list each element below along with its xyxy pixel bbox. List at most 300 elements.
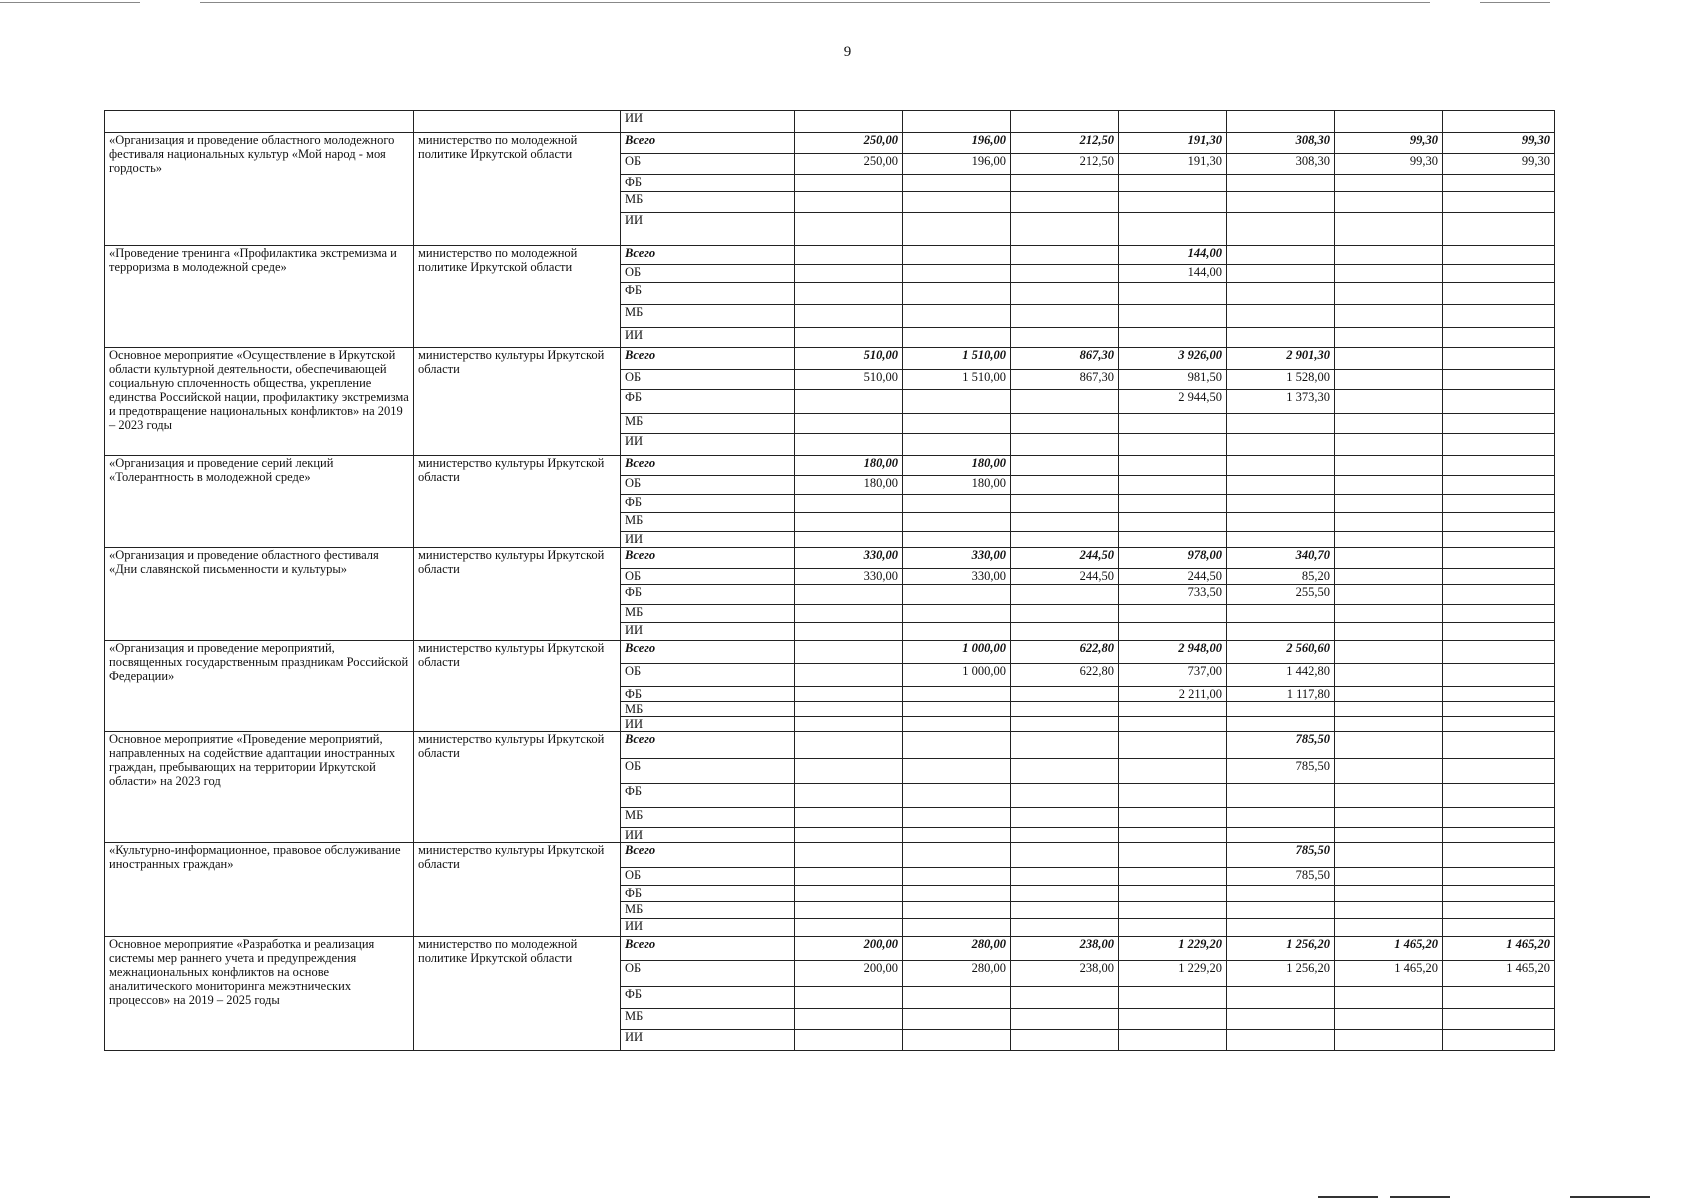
amount-cell (795, 390, 903, 414)
amount-cell (795, 192, 903, 213)
amount-cell (1335, 664, 1443, 687)
executor-cell: министерство культуры Иркутской области (414, 348, 621, 456)
amount-cell (1443, 808, 1555, 828)
amount-cell (795, 513, 903, 532)
amount-cell (1011, 532, 1119, 548)
amount-cell (1227, 902, 1335, 919)
amount-cell (1335, 532, 1443, 548)
amount-cell: 330,00 (795, 569, 903, 585)
amount-cell: 212,50 (1011, 154, 1119, 175)
amount-cell (1443, 456, 1555, 476)
amount-cell (1011, 1009, 1119, 1030)
amount-cell (1443, 585, 1555, 605)
amount-cell: 212,50 (1011, 133, 1119, 154)
budget-table-body (105, 111, 1555, 1051)
amount-cell: 1 442,80 (1227, 664, 1335, 687)
amount-cell (1335, 902, 1443, 919)
executor-cell: министерство культуры Иркутской области (414, 732, 621, 843)
amount-cell (1335, 370, 1443, 390)
amount-cell (1119, 192, 1227, 213)
event-name-cell: «Культурно-информационное, правовое обслуживание иностранных граждан» (105, 843, 414, 937)
funding-source-cell: МБ (621, 902, 795, 919)
amount-cell (1227, 828, 1335, 843)
amount-cell (1119, 828, 1227, 843)
amount-cell (1227, 265, 1335, 283)
amount-cell (795, 283, 903, 305)
amount-cell (1443, 641, 1555, 664)
table-row (105, 111, 1555, 133)
amount-cell: 737,00 (1119, 664, 1227, 687)
amount-cell: 99,30 (1443, 154, 1555, 175)
amount-cell (1119, 717, 1227, 732)
amount-cell (903, 1030, 1011, 1051)
amount-cell (1227, 784, 1335, 808)
amount-cell: 1 229,20 (1119, 937, 1227, 961)
amount-cell: 1 373,30 (1227, 390, 1335, 414)
amount-cell: 99,30 (1335, 133, 1443, 154)
amount-cell: 867,30 (1011, 348, 1119, 370)
amount-cell (1335, 390, 1443, 414)
amount-cell: 250,00 (795, 154, 903, 175)
event-name-cell: «Организация и проведение серий лекций «Толерантность в молодежной среде» (105, 456, 414, 548)
amount-cell (795, 623, 903, 641)
amount-cell (1335, 246, 1443, 265)
amount-cell (1443, 434, 1555, 456)
amount-cell: 191,30 (1119, 133, 1227, 154)
funding-source-cell: ОБ (621, 569, 795, 585)
amount-cell: 1 465,20 (1443, 937, 1555, 961)
amount-cell (1119, 1009, 1227, 1030)
amount-cell: 3 926,00 (1119, 348, 1227, 370)
amount-cell (1011, 390, 1119, 414)
amount-cell (795, 886, 903, 902)
amount-cell (795, 265, 903, 283)
amount-cell (1119, 886, 1227, 902)
amount-cell (1335, 808, 1443, 828)
amount-cell (1335, 886, 1443, 902)
event-name-cell: «Проведение тренинга «Профилактика экстремизма и терроризма в молодежной среде» (105, 246, 414, 348)
amount-cell: 622,80 (1011, 641, 1119, 664)
funding-source-cell: МБ (621, 605, 795, 623)
amount-cell (1335, 623, 1443, 641)
scan-edge-rule (1390, 1196, 1450, 1198)
amount-cell (1119, 1030, 1227, 1051)
amount-cell (1227, 987, 1335, 1009)
funding-source-cell: ИИ (621, 1030, 795, 1051)
amount-cell: 785,50 (1227, 843, 1335, 868)
amount-cell (1335, 265, 1443, 283)
amount-cell (1119, 213, 1227, 246)
amount-cell (1335, 348, 1443, 370)
amount-cell (903, 585, 1011, 605)
amount-cell: 244,50 (1011, 569, 1119, 585)
amount-cell: 1 256,20 (1227, 961, 1335, 987)
amount-cell (903, 808, 1011, 828)
amount-cell: 308,30 (1227, 133, 1335, 154)
amount-cell (1335, 569, 1443, 585)
amount-cell (1335, 283, 1443, 305)
amount-cell (1443, 305, 1555, 328)
funding-source-cell: ОБ (621, 759, 795, 784)
amount-cell (1119, 702, 1227, 717)
amount-cell (1335, 111, 1443, 133)
amount-cell (1011, 434, 1119, 456)
amount-cell (1119, 987, 1227, 1009)
amount-cell (1227, 605, 1335, 623)
amount-cell (1443, 605, 1555, 623)
amount-cell (1119, 111, 1227, 133)
amount-cell: 330,00 (903, 548, 1011, 569)
funding-source-cell: ОБ (621, 664, 795, 687)
table-row (105, 641, 1555, 664)
amount-cell (1227, 513, 1335, 532)
amount-cell (1011, 843, 1119, 868)
funding-source-cell: ОБ (621, 370, 795, 390)
amount-cell (1119, 513, 1227, 532)
amount-cell (1227, 111, 1335, 133)
amount-cell: 196,00 (903, 154, 1011, 175)
amount-cell (903, 623, 1011, 641)
amount-cell (1443, 328, 1555, 348)
amount-cell (795, 759, 903, 784)
amount-cell (1443, 414, 1555, 434)
funding-source-cell: ФБ (621, 987, 795, 1009)
table-row (105, 456, 1555, 476)
amount-cell (1443, 732, 1555, 759)
amount-cell (1335, 784, 1443, 808)
amount-cell: 1 465,20 (1335, 937, 1443, 961)
amount-cell: 2 901,30 (1227, 348, 1335, 370)
amount-cell (1335, 843, 1443, 868)
amount-cell (795, 1030, 903, 1051)
amount-cell (903, 843, 1011, 868)
amount-cell (1443, 687, 1555, 702)
amount-cell (1335, 919, 1443, 937)
amount-cell (1119, 605, 1227, 623)
amount-cell (1227, 213, 1335, 246)
amount-cell (1335, 476, 1443, 495)
amount-cell: 200,00 (795, 961, 903, 987)
amount-cell: 510,00 (795, 370, 903, 390)
amount-cell (1443, 902, 1555, 919)
amount-cell (1119, 919, 1227, 937)
amount-cell: 180,00 (903, 456, 1011, 476)
amount-cell (1443, 390, 1555, 414)
funding-source-cell: Всего (621, 246, 795, 265)
amount-cell (1227, 495, 1335, 513)
amount-cell (795, 784, 903, 808)
amount-cell (1011, 192, 1119, 213)
amount-cell (1335, 548, 1443, 569)
amount-cell (795, 641, 903, 664)
amount-cell (1011, 513, 1119, 532)
amount-cell: 180,00 (795, 476, 903, 495)
amount-cell (1335, 717, 1443, 732)
amount-cell (1335, 305, 1443, 328)
amount-cell (795, 434, 903, 456)
funding-source-cell: ИИ (621, 434, 795, 456)
amount-cell: 978,00 (1119, 548, 1227, 569)
amount-cell (1119, 902, 1227, 919)
amount-cell (1335, 213, 1443, 246)
amount-cell: 1 528,00 (1227, 370, 1335, 390)
amount-cell (1443, 548, 1555, 569)
amount-cell (903, 702, 1011, 717)
funding-source-cell: ФБ (621, 886, 795, 902)
scan-edge-rule (200, 2, 1430, 3)
amount-cell (1443, 1009, 1555, 1030)
amount-cell (1119, 843, 1227, 868)
amount-cell: 2 944,50 (1119, 390, 1227, 414)
amount-cell: 867,30 (1011, 370, 1119, 390)
event-name-cell: «Организация и проведение областного молодежного фестиваля национальных культур «Мой народ - моя гордость» (105, 133, 414, 246)
funding-source-cell: МБ (621, 702, 795, 717)
amount-cell: 785,50 (1227, 759, 1335, 784)
amount-cell (795, 605, 903, 623)
funding-source-cell: Всего (621, 456, 795, 476)
amount-cell (903, 495, 1011, 513)
amount-cell: 2 948,00 (1119, 641, 1227, 664)
amount-cell (1443, 265, 1555, 283)
amount-cell (1443, 111, 1555, 133)
amount-cell: 1 465,20 (1335, 961, 1443, 987)
amount-cell (795, 414, 903, 434)
amount-cell: 99,30 (1335, 154, 1443, 175)
amount-cell (1011, 605, 1119, 623)
event-name-cell: Основное мероприятие «Проведение мероприятий, направленных на содействие адаптации иностранных граждан, пребывающих на территории Иркутской области» на 2023 год (105, 732, 414, 843)
amount-cell (1011, 476, 1119, 495)
amount-cell (795, 987, 903, 1009)
executor-cell (414, 111, 621, 133)
amount-cell (903, 111, 1011, 133)
amount-cell (1227, 1009, 1335, 1030)
amount-cell (795, 919, 903, 937)
executor-cell: министерство культуры Иркутской области (414, 843, 621, 937)
amount-cell (1335, 687, 1443, 702)
amount-cell (1011, 702, 1119, 717)
amount-cell (1227, 1030, 1335, 1051)
amount-cell (1227, 623, 1335, 641)
amount-cell: 280,00 (903, 961, 1011, 987)
amount-cell (1443, 868, 1555, 886)
funding-source-cell: МБ (621, 1009, 795, 1030)
amount-cell (1443, 283, 1555, 305)
amount-cell (1011, 328, 1119, 348)
amount-cell (1011, 213, 1119, 246)
amount-cell (1011, 732, 1119, 759)
funding-source-cell: Всего (621, 732, 795, 759)
table-row (105, 843, 1555, 868)
amount-cell (1335, 513, 1443, 532)
scan-edge-rule (1318, 1196, 1378, 1198)
amount-cell: 180,00 (903, 476, 1011, 495)
budget-table (104, 110, 1555, 1051)
amount-cell (1227, 717, 1335, 732)
amount-cell: 733,50 (1119, 585, 1227, 605)
event-name-cell: «Организация и проведение областного фестиваля «Дни славянской письменности и культуры» (105, 548, 414, 641)
funding-source-cell: ФБ (621, 495, 795, 513)
amount-cell (1443, 175, 1555, 192)
amount-cell: 1 510,00 (903, 370, 1011, 390)
executor-cell: министерство по молодежной политике Иркутской области (414, 133, 621, 246)
amount-cell (1227, 305, 1335, 328)
amount-cell (1011, 828, 1119, 843)
amount-cell (1335, 456, 1443, 476)
amount-cell (795, 585, 903, 605)
funding-source-cell: ИИ (621, 532, 795, 548)
amount-cell (795, 702, 903, 717)
amount-cell: 255,50 (1227, 585, 1335, 605)
amount-cell (903, 246, 1011, 265)
amount-cell (1227, 886, 1335, 902)
amount-cell: 1 229,20 (1119, 961, 1227, 987)
amount-cell (1011, 414, 1119, 434)
amount-cell (903, 919, 1011, 937)
amount-cell (1227, 192, 1335, 213)
amount-cell (795, 1009, 903, 1030)
amount-cell (1443, 623, 1555, 641)
funding-source-cell: ИИ (621, 111, 795, 133)
amount-cell: 200,00 (795, 937, 903, 961)
amount-cell (795, 664, 903, 687)
amount-cell: 238,00 (1011, 937, 1119, 961)
amount-cell (903, 1009, 1011, 1030)
amount-cell: 1 000,00 (903, 664, 1011, 687)
amount-cell (1011, 1030, 1119, 1051)
amount-cell (795, 246, 903, 265)
funding-source-cell: ИИ (621, 717, 795, 732)
funding-source-cell: ФБ (621, 390, 795, 414)
amount-cell (1011, 283, 1119, 305)
funding-source-cell: Всего (621, 937, 795, 961)
funding-source-cell: ФБ (621, 687, 795, 702)
amount-cell (1335, 987, 1443, 1009)
amount-cell (903, 513, 1011, 532)
amount-cell (1119, 732, 1227, 759)
funding-source-cell: ОБ (621, 868, 795, 886)
amount-cell (1227, 328, 1335, 348)
amount-cell (903, 987, 1011, 1009)
executor-cell: министерство культуры Иркутской области (414, 641, 621, 732)
amount-cell (1443, 495, 1555, 513)
amount-cell (1011, 687, 1119, 702)
amount-cell: 340,70 (1227, 548, 1335, 569)
amount-cell (1335, 495, 1443, 513)
amount-cell (1443, 828, 1555, 843)
amount-cell (1119, 532, 1227, 548)
amount-cell: 1 510,00 (903, 348, 1011, 370)
amount-cell (1443, 348, 1555, 370)
event-name-cell: Основное мероприятие «Разработка и реализация системы мер раннего учета и предупреждения межнациональных конфликтов на основе аналитического мониторинга межэтнических процессов» на 2019 – 2025 годы (105, 937, 414, 1051)
amount-cell (1119, 434, 1227, 456)
scan-edge-rule (0, 2, 140, 3)
table-row (105, 937, 1555, 961)
funding-source-cell: МБ (621, 305, 795, 328)
amount-cell (1119, 476, 1227, 495)
amount-cell: 1 117,80 (1227, 687, 1335, 702)
amount-cell (795, 328, 903, 348)
amount-cell (903, 886, 1011, 902)
event-name-cell: Основное мероприятие «Осуществление в Иркутской области культурной деятельности, обеспечивающей социальную сплоченность общества, укрепление единства Российской нации, профилактику экстремизма и предотвращение национальных конфликтов» на 2019 – 2023 годы (105, 348, 414, 456)
amount-cell (795, 532, 903, 548)
amount-cell (1335, 759, 1443, 784)
funding-source-cell: Всего (621, 843, 795, 868)
amount-cell (903, 717, 1011, 732)
amount-cell (795, 828, 903, 843)
amount-cell (1011, 919, 1119, 937)
amount-cell (1335, 828, 1443, 843)
funding-source-cell: МБ (621, 808, 795, 828)
amount-cell (1227, 702, 1335, 717)
amount-cell (903, 532, 1011, 548)
amount-cell (1335, 192, 1443, 213)
amount-cell (1011, 246, 1119, 265)
amount-cell (1335, 414, 1443, 434)
amount-cell (903, 283, 1011, 305)
amount-cell (1011, 886, 1119, 902)
amount-cell (1443, 532, 1555, 548)
amount-cell (1335, 434, 1443, 456)
amount-cell (1119, 868, 1227, 886)
funding-source-cell: ИИ (621, 213, 795, 246)
table-row (105, 133, 1555, 154)
funding-source-cell: ОБ (621, 154, 795, 175)
table-row (105, 246, 1555, 265)
amount-cell: 280,00 (903, 937, 1011, 961)
funding-source-cell: ИИ (621, 919, 795, 937)
amount-cell (1011, 902, 1119, 919)
amount-cell (903, 868, 1011, 886)
amount-cell (1011, 111, 1119, 133)
amount-cell (1119, 759, 1227, 784)
executor-cell: министерство по молодежной политике Иркутской области (414, 246, 621, 348)
event-name-cell (105, 111, 414, 133)
amount-cell (1011, 623, 1119, 641)
amount-cell: 622,80 (1011, 664, 1119, 687)
amount-cell (1443, 246, 1555, 265)
amount-cell (1335, 585, 1443, 605)
amount-cell (795, 732, 903, 759)
funding-source-cell: ОБ (621, 265, 795, 283)
executor-cell: министерство по молодежной политике Иркутской области (414, 937, 621, 1051)
amount-cell: 144,00 (1119, 246, 1227, 265)
amount-cell (1227, 434, 1335, 456)
amount-cell (1443, 192, 1555, 213)
table-row (105, 548, 1555, 569)
amount-cell (795, 843, 903, 868)
amount-cell (1011, 585, 1119, 605)
amount-cell (903, 434, 1011, 456)
amount-cell (1335, 641, 1443, 664)
amount-cell (1443, 784, 1555, 808)
amount-cell: 330,00 (903, 569, 1011, 585)
amount-cell (1443, 476, 1555, 495)
funding-source-cell: Всего (621, 641, 795, 664)
amount-cell (1119, 808, 1227, 828)
amount-cell (1119, 495, 1227, 513)
amount-cell (1335, 605, 1443, 623)
amount-cell (1119, 305, 1227, 328)
funding-source-cell: Всего (621, 548, 795, 569)
amount-cell: 1 256,20 (1227, 937, 1335, 961)
amount-cell (1227, 476, 1335, 495)
amount-cell (1443, 919, 1555, 937)
scan-edge-rule (1570, 1196, 1650, 1198)
amount-cell (1335, 1009, 1443, 1030)
funding-source-cell: ФБ (621, 175, 795, 192)
amount-cell (1443, 1030, 1555, 1051)
amount-cell (795, 808, 903, 828)
